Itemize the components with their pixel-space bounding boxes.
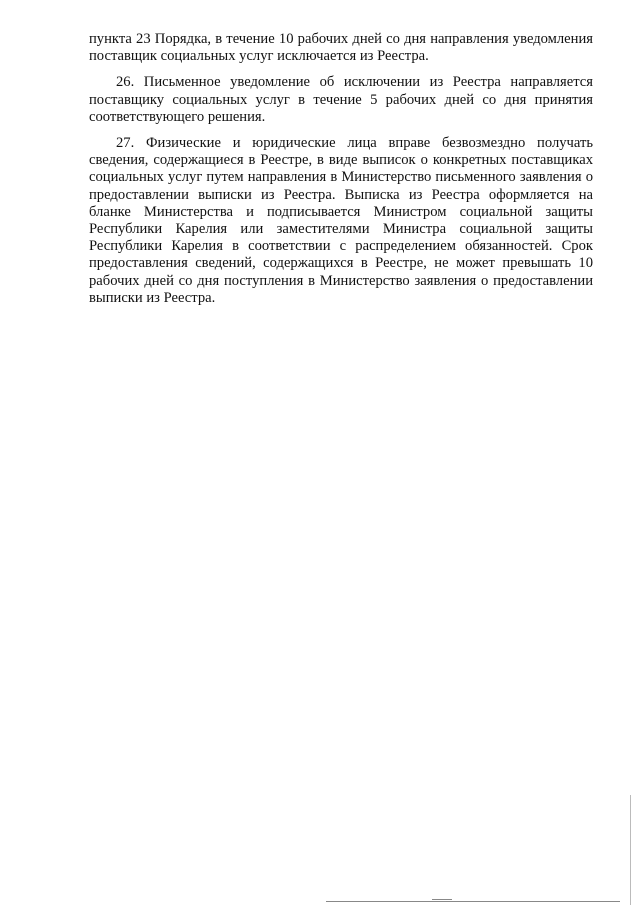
paragraph-continuation: пункта 23 Порядка, в течение 10 рабочих дней со дня направления уведомления поставщик социальных услуг исключается из Реестра. bbox=[89, 31, 593, 65]
scan-artifact-bottom bbox=[326, 901, 620, 902]
scan-artifact-bottom-short bbox=[432, 899, 452, 900]
paragraph-26: 26. Письменное уведомление об исключении из Реестра направляется поставщику социальных услуг в течение 5 рабочих дней со дня принятия соответствующего решения. bbox=[89, 74, 593, 125]
paragraph-27: 27. Физические и юридические лица вправе безвозмездно получать сведения, содержащиеся в Реестре, в виде выписок о конкретных поставщиках социальных услуг путем направления в Министерство письменного заявления о предоставлении выписки из Реестра. Выписка из Реестра оформляется на бланке Министерства и подписывается Министром социальной защиты Республики Карелия или заместителями Министра социальной защиты Республики Карелия в соответствии с распределением обязанностей. Срок предоставления сведений, содержащихся в Реестре, не может превышать 10 рабочих дней со дня поступления в Министерство заявления о предоставлении выписки из Реестра. bbox=[89, 135, 593, 306]
document-body bbox=[89, 31, 593, 307]
scan-artifact-right bbox=[630, 795, 631, 905]
